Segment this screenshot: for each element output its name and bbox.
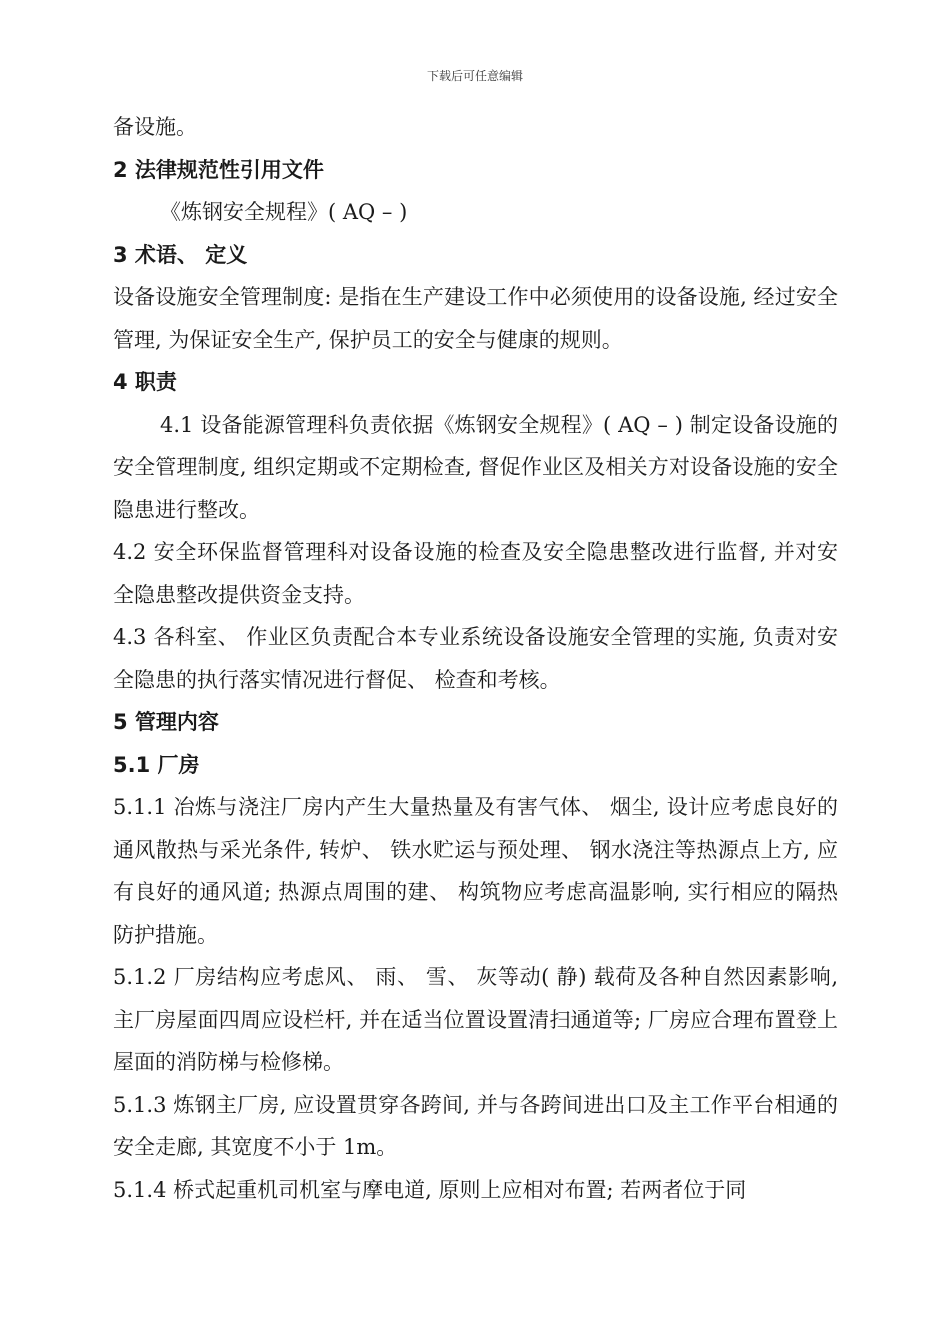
paragraph-5-1-4: 5.1.4 桥式起重机司机室与摩电道, 原则上应相对布置; 若两者位于同 — [113, 1177, 747, 1202]
reference-document: 《炼钢安全规程》( AQ – ) — [160, 200, 408, 224]
page-header-note: 下载后可任意编辑 — [426, 69, 523, 83]
paragraph-4-3: 4.3 各科室、 作业区负责配合本专业系统设备设施安全管理的实施, 负责对安全隐患的执行落实情况进行督促、 检查和考核。 — [113, 625, 838, 692]
paragraph-4-1: 4.1 设备能源管理科负责依据《炼钢安全规程》( AQ – ) 制定设备设施的安全管理制度, 组织定期或不定期检查, 督促作业区及相关方对设备设施的安全隐患进行整改。 — [113, 412, 838, 522]
section-heading-4: 4 职责 — [113, 370, 177, 394]
paragraph-5-1-3: 5.1.3 炼钢主厂房, 应设置贯穿各跨间, 并与各跨间进出口及主工作平台相通的安全走廊, 其宽度不小于 1m。 — [113, 1092, 838, 1159]
section-heading-5: 5 管理内容 — [113, 710, 219, 734]
section-heading-3: 3 术语、 定义 — [113, 242, 248, 267]
paragraph-4-2: 4.2 安全环保监督管理科对设备设施的检查及安全隐患整改进行监督, 并对安全隐患整改提供资金支持。 — [113, 540, 838, 607]
section-heading-2: 2 法律规范性引用文件 — [113, 157, 324, 182]
section-heading-5-1: 5.1 厂房 — [113, 752, 200, 777]
paragraph-5-1-1: 5.1.1 冶炼与浇注厂房内产生大量热量及有害气体、 烟尘, 设计应考虑良好的通风散热与采光条件, 转炉、 铁水贮运与预处理、 钢水浇注等热源点上方, 应有良好的通风道; 热源点周围的建、 构筑物应考虑高温影响, 实行相应的隔热防护措施。 — [113, 795, 838, 947]
paragraph-5-1-2: 5.1.2 厂房结构应考虑风、 雨、 雪、 灰等动( 静) 载荷及各种自然因素影响, 主厂房屋面四周应设栏杆, 并在适当位置设置清扫通道等; 厂房应合理布置登上屋面的消防梯与检修梯。 — [113, 965, 838, 1074]
document-body — [113, 106, 838, 1211]
paragraph: 备设施。 — [113, 115, 197, 139]
definition-paragraph: 设备设施安全管理制度: 是指在生产建设工作中必须使用的设备设施, 经过安全管理, 为保证安全生产, 保护员工的安全与健康的规则。 — [113, 285, 838, 352]
